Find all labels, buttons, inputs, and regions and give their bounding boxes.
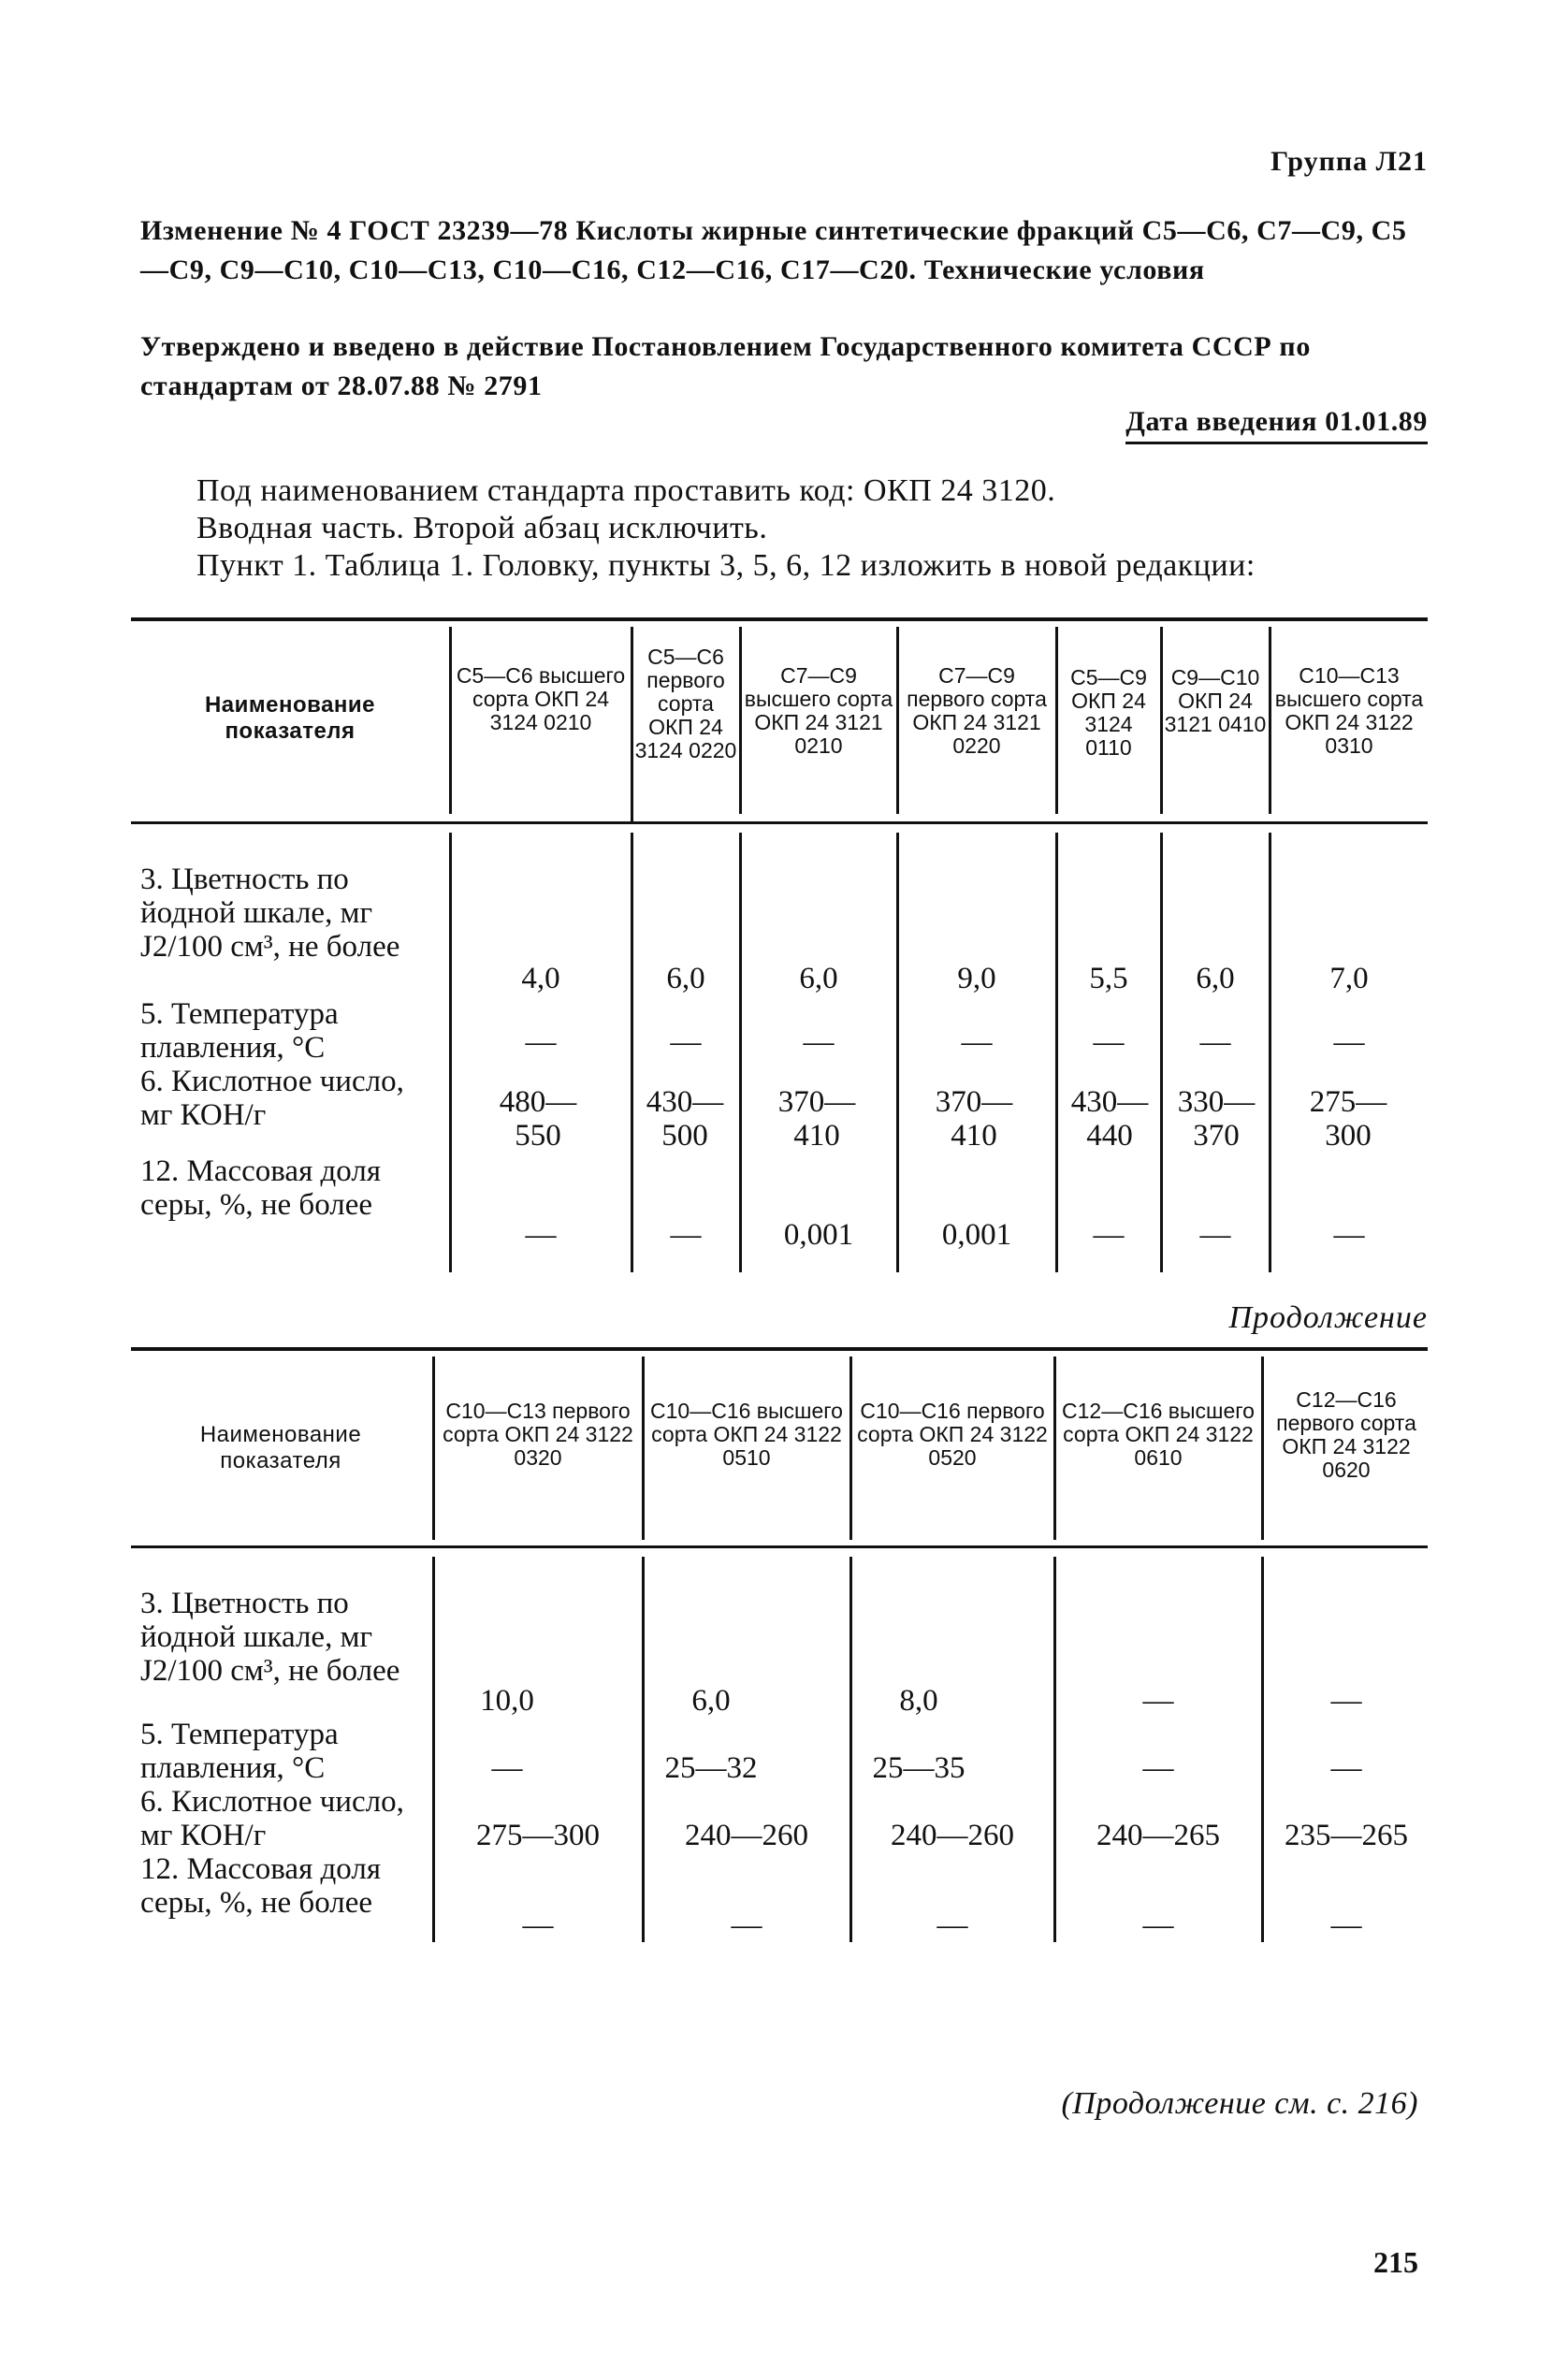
table-grid-line: [1261, 1357, 1264, 1540]
table-1-col-4: C7—C9 первого сорта ОКП 24 3121 0220: [907, 663, 1047, 758]
table-1-cell: 6,0: [666, 962, 705, 995]
table-1-cell: 370—410: [935, 1085, 1013, 1153]
table-1-col-7: C10—C13 высшего сорта ОКП 24 3122 0310: [1274, 663, 1424, 758]
table-1-cell: 430—500: [646, 1085, 724, 1153]
table-1-cell: 430—440: [1070, 1085, 1149, 1153]
table-1-cell: 6,0: [799, 962, 838, 995]
table-grid-line: [449, 627, 452, 814]
table-2-cell: —: [1142, 1751, 1174, 1785]
approval-statement: Утверждено и введено в действие Постановлением Государственного комитета СССР по стандартам от 28.07.88 № 2791: [140, 331, 1311, 401]
intro-text: [196, 472, 1256, 585]
table-1-cell: 0,001: [783, 1218, 854, 1252]
table-1-cell: —: [670, 1025, 702, 1059]
table-1-cell: 0,001: [941, 1218, 1012, 1252]
table-1-cell: 370—410: [777, 1085, 856, 1153]
table-2-cell: 240—265: [1096, 1819, 1220, 1852]
table-1-header-rule: [131, 821, 1428, 824]
table-grid-line: [1269, 627, 1271, 814]
intro-line-3: Пункт 1. Таблица 1. Головку, пункты 3, 5, 6, 12 изложить в новой редакции:: [196, 548, 1256, 583]
table-1-name-header: Наименование показателя: [204, 692, 376, 744]
table-2-cell: 6,0: [691, 1684, 731, 1718]
introduction-date: Дата введения 01.01.89: [1125, 406, 1428, 444]
table-1-cell: 480—550: [499, 1085, 577, 1153]
table-1-cell: —: [525, 1025, 557, 1059]
table-2-cell: 25—32: [664, 1751, 758, 1785]
table-grid-line: [1053, 1357, 1056, 1540]
table-grid-line: [432, 1357, 435, 1540]
table-grid-line: [1053, 1557, 1056, 1942]
table-grid-line: [739, 627, 742, 814]
table-2-cell: —: [731, 1908, 762, 1942]
table-grid-line: [1160, 833, 1163, 1272]
table-2-row-label: 3. Цветность по йодной шкале, мг J2/100 см³, не более: [140, 1587, 400, 1688]
continued-on-next-page: (Продолжение см. с. 216): [1061, 2086, 1418, 2121]
table-2-name-header: Наименование показателя: [199, 1422, 362, 1473]
table-2-col-1: C10—C13 первого сорта ОКП 24 3122 0320: [443, 1399, 633, 1470]
table-2-cell: —: [491, 1751, 523, 1785]
table-1-col-2: C5—C6 первого сорта ОКП 24 3124 0220: [634, 645, 737, 762]
table-1-cell: 330—370: [1177, 1085, 1256, 1153]
table-1-cell: —: [670, 1218, 702, 1252]
intro-line-1: Под наименованием стандарта проставить код: ОКП 24 3120.: [196, 473, 1056, 508]
table-grid-line: [1055, 627, 1058, 814]
group-label: Группа Л21: [1270, 146, 1428, 177]
table-1-col-6: C9—C10 ОКП 24 3121 0410: [1164, 665, 1267, 736]
table-1-cell: —: [803, 1025, 835, 1059]
table-2-cell: —: [522, 1908, 554, 1942]
table-grid-line: [896, 627, 899, 814]
table-2-cell: —: [1142, 1684, 1174, 1718]
table-2-cell: —: [1330, 1908, 1362, 1942]
table-2-header-rule: [131, 1545, 1428, 1548]
table-2-cell: —: [1330, 1684, 1362, 1718]
table-2-cell: —: [1142, 1908, 1174, 1942]
table-1-row-label: 3. Цветность по йодной шкале, мг J2/100 см³, не более: [140, 863, 400, 964]
continuation-label: Продолжение: [1228, 1300, 1428, 1335]
table-1-row-label: 5. Температура плавления, °C: [140, 997, 339, 1065]
table-grid-line: [642, 1557, 645, 1942]
table-2-row-label: 12. Массовая доля серы, %, не более: [140, 1852, 382, 1920]
table-1-cell: —: [1333, 1025, 1365, 1059]
table-1-row-label: 12. Массовая доля серы, %, не более: [140, 1154, 382, 1222]
table-2-col-3: C10—C16 первого сорта ОКП 24 3122 0520: [857, 1399, 1048, 1470]
table-2-top-rule: [131, 1347, 1428, 1351]
table-1-row-label: 6. Кислотное число, мг КОН/г: [140, 1065, 404, 1132]
table-2-cell: 240—260: [685, 1819, 808, 1852]
table-1-cell: 9,0: [957, 962, 996, 995]
table-grid-line: [1055, 833, 1058, 1272]
page-number: 215: [1373, 2245, 1418, 2279]
table-2-cell: —: [1330, 1751, 1362, 1785]
table-1-cell: —: [1093, 1218, 1125, 1252]
table-2-cell: 235—265: [1285, 1819, 1408, 1852]
table-grid-line: [432, 1557, 435, 1942]
table-1-cell: —: [1199, 1218, 1231, 1252]
amendment-title: Изменение № 4 ГОСТ 23239—78 Кислоты жирные синтетические фракций C5—C6, C7—C9, C5—C9, C9—C10, C10—C13, C10—C16, C12—C16, C17—C20. Технические условия: [140, 215, 1407, 285]
table-2-row-label: 6. Кислотное число, мг КОН/г: [140, 1785, 404, 1852]
table-grid-line: [631, 833, 633, 1272]
table-1-cell: —: [1199, 1025, 1231, 1059]
table-1-col-1: C5—C6 высшего сорта ОКП 24 3124 0210: [456, 663, 626, 734]
table-grid-line: [631, 627, 633, 821]
table-2-col-5: C12—C16 первого сорта ОКП 24 3122 0620: [1276, 1387, 1416, 1482]
table-1-col-5: C5—C9 ОКП 24 3124 0110: [1070, 665, 1147, 760]
table-2-col-2: C10—C16 высшего сорта ОКП 24 3122 0510: [650, 1399, 843, 1470]
table-grid-line: [849, 1557, 852, 1942]
table-2-cell: 25—35: [872, 1751, 965, 1785]
table-grid-line: [849, 1357, 852, 1540]
table-2-cell: 275—300: [476, 1819, 600, 1852]
table-2-row-label: 5. Температура плавления, °C: [140, 1718, 339, 1785]
intro-line-2: Вводная часть. Второй абзац исключить.: [196, 511, 768, 545]
table-2-cell: 10,0: [480, 1684, 534, 1718]
table-grid-line: [1261, 1557, 1264, 1942]
table-1-top-rule: [131, 617, 1428, 621]
table-grid-line: [739, 833, 742, 1272]
table-grid-line: [449, 833, 452, 1272]
table-1-cell: —: [1333, 1218, 1365, 1252]
table-1-cell: —: [1093, 1025, 1125, 1059]
table-1-cell: 4,0: [521, 962, 560, 995]
table-grid-line: [642, 1357, 645, 1540]
table-2-cell: 240—260: [891, 1819, 1014, 1852]
table-1-cell: —: [525, 1218, 557, 1252]
table-grid-line: [1269, 833, 1271, 1272]
table-2-cell: 8,0: [899, 1684, 938, 1718]
table-1-cell: 5,5: [1089, 962, 1128, 995]
table-grid-line: [1160, 627, 1163, 814]
table-grid-line: [896, 833, 899, 1272]
table-2-col-4: C12—C16 высшего сорта ОКП 24 3122 0610: [1062, 1399, 1255, 1470]
table-1-cell: —: [961, 1025, 993, 1059]
table-1-cell: 6,0: [1196, 962, 1235, 995]
table-2-cell: —: [936, 1908, 968, 1942]
table-1-col-3: C7—C9 высшего сорта ОКП 24 3121 0210: [744, 663, 893, 758]
table-1-cell: 7,0: [1329, 962, 1369, 995]
table-1-cell: 275—300: [1309, 1085, 1387, 1153]
